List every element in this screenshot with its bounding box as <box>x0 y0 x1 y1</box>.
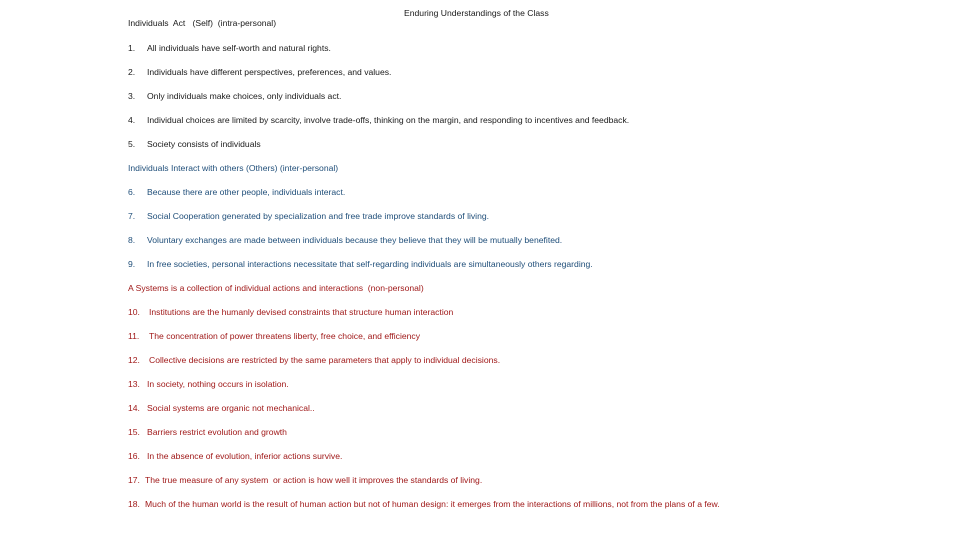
item-number: 1. <box>128 43 136 53</box>
item-number: 16. <box>128 451 140 461</box>
list-item <box>128 379 948 391</box>
list-item <box>128 43 948 55</box>
item-text: In free societies, personal interactions necessitate that self-regarding individuals are simultaneously others regarding. <box>147 259 593 269</box>
section-others-heading: Individuals Interact with others (Others) (inter-personal) <box>128 163 339 173</box>
item-text: Individual choices are limited by scarcity, involve trade-offs, thinking on the margin, and responding to incentives and feedback. <box>147 115 630 125</box>
list-item <box>128 115 948 127</box>
item-text: Collective decisions are restricted by the same parameters that apply to individual decisions. <box>149 355 501 365</box>
list-item <box>128 331 948 343</box>
item-text: Only individuals make choices, only individuals act. <box>147 91 342 101</box>
item-text: All individuals have self-worth and natural rights. <box>147 43 331 53</box>
item-number: 4. <box>128 115 136 125</box>
item-number: 3. <box>128 91 136 101</box>
item-text: Because there are other people, individuals interact. <box>147 187 346 197</box>
item-number: 9. <box>128 259 136 269</box>
item-text: In the absence of evolution, inferior actions survive. <box>147 451 343 461</box>
list-item <box>128 67 948 79</box>
item-number: 18. <box>128 499 140 509</box>
item-text: In society, nothing occurs in isolation. <box>147 379 289 389</box>
item-number: 5. <box>128 139 136 149</box>
list-item <box>128 475 948 487</box>
list-item <box>128 427 948 439</box>
item-text: Social Cooperation generated by specialization and free trade improve standards of living. <box>147 211 490 221</box>
item-text: Social systems are organic not mechanical.. <box>147 403 315 413</box>
list-item <box>128 355 948 367</box>
section-systems-heading: A Systems is a collection of individual actions and interactions (non-personal) <box>128 283 424 293</box>
item-number: 13. <box>128 379 140 389</box>
list-item <box>128 451 948 463</box>
item-number: 2. <box>128 67 136 77</box>
list-item <box>128 187 948 199</box>
list-item <box>128 259 948 271</box>
item-number: 7. <box>128 211 136 221</box>
item-number: 12. <box>128 355 140 365</box>
list-item <box>128 235 948 247</box>
page-title: Enduring Understandings of the Class <box>404 8 549 18</box>
item-text: Institutions are the humanly devised constraints that structure human interaction <box>149 307 454 317</box>
item-number: 17. <box>128 475 140 485</box>
item-text: Voluntary exchanges are made between individuals because they believe that they will be mutually benefited. <box>147 235 563 245</box>
item-number: 6. <box>128 187 136 197</box>
item-text: Society consists of individuals <box>147 139 261 149</box>
list-item <box>128 403 948 415</box>
list-item <box>128 91 948 103</box>
item-text: The true measure of any system or action is how well it improves the standards of living. <box>145 475 483 485</box>
item-number: 11. <box>128 331 140 341</box>
item-number: 10. <box>128 307 140 317</box>
item-text: Barriers restrict evolution and growth <box>147 427 287 437</box>
list-item <box>128 211 948 223</box>
section-self-heading: Individuals Act (Self) (intra-personal) <box>128 18 277 28</box>
item-text: Individuals have different perspectives, preferences, and values. <box>147 67 392 77</box>
list-item <box>128 139 948 151</box>
list-item <box>128 499 948 511</box>
item-number: 14. <box>128 403 140 413</box>
item-number: 8. <box>128 235 136 245</box>
item-number: 15. <box>128 427 140 437</box>
item-text: The concentration of power threatens liberty, free choice, and efficiency <box>149 331 421 341</box>
list-item <box>128 307 948 319</box>
item-text: Much of the human world is the result of human action but not of human design: it emerges from the interactions of millions, not from the plans of a few. <box>145 499 720 509</box>
